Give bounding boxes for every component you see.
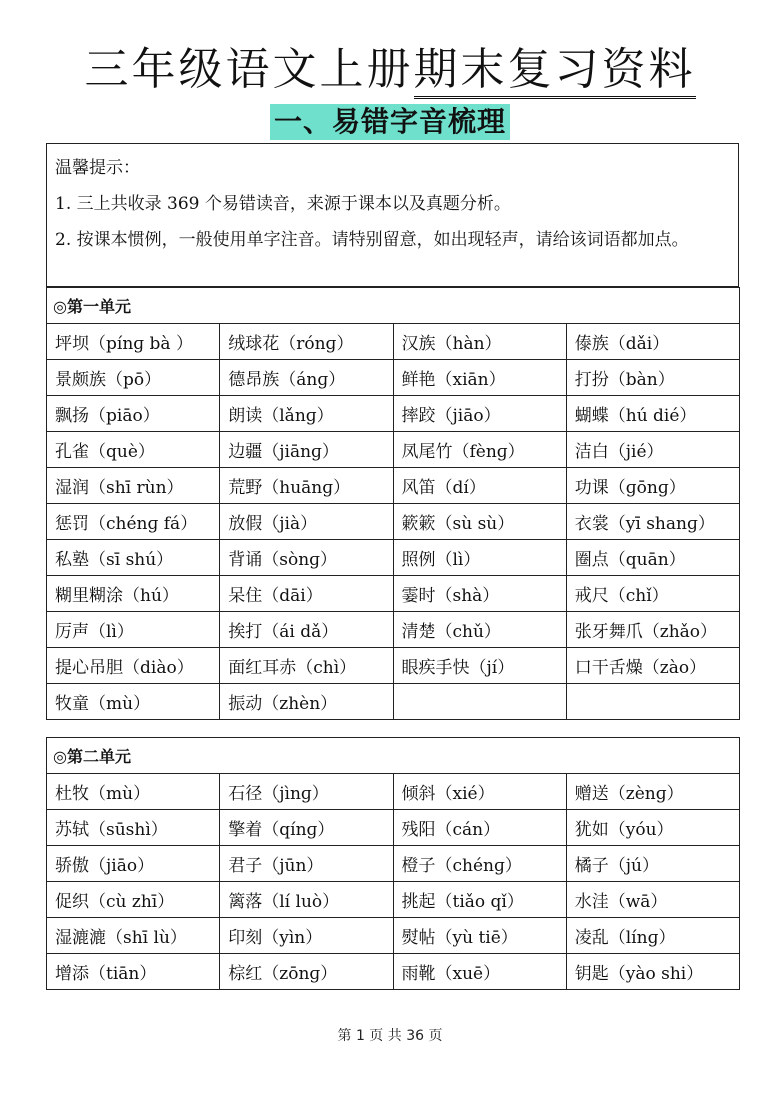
word-cell: 犹如（yóu）	[566, 810, 739, 846]
word-cell: 坪坝（pínɡ bà ）	[47, 324, 220, 360]
word-cell: 湿润（shī rùn）	[47, 468, 220, 504]
table-row	[47, 810, 740, 846]
word-cell: 簌簌（sù sù）	[393, 504, 566, 540]
word-cell: 风笛（dí）	[393, 468, 566, 504]
word-cell: 清楚（chǔ）	[393, 612, 566, 648]
word-cell: 景颇族（pō）	[47, 360, 220, 396]
word-cell: 钥匙（yào shi）	[566, 954, 739, 990]
word-cell: 凌乱（línɡ）	[566, 918, 739, 954]
word-cell: 霎时（shà）	[393, 576, 566, 612]
word-cell	[566, 684, 739, 720]
word-cell: 背诵（sònɡ）	[220, 540, 393, 576]
word-cell: 衣裳（yī shanɡ）	[566, 504, 739, 540]
table-row	[47, 918, 740, 954]
table-row	[47, 360, 740, 396]
word-cell: 汉族（hàn）	[393, 324, 566, 360]
word-cell: 促织（cù zhī）	[47, 882, 220, 918]
word-cell: 蝴蝶（hú dié）	[566, 396, 739, 432]
word-cell: 棕红（zōnɡ）	[220, 954, 393, 990]
word-cell: 打扮（bàn）	[566, 360, 739, 396]
table-row	[47, 396, 740, 432]
page-footer: 第 1 页 共 36 页	[337, 1028, 443, 1044]
word-cell: 骄傲（jiāo）	[47, 846, 220, 882]
word-cell: 赠送（zènɡ）	[566, 774, 739, 810]
word-cell: 眼疾手快（jí）	[393, 648, 566, 684]
word-cell: 熨帖（yù tiē）	[393, 918, 566, 954]
word-cell: 印刻（yìn）	[220, 918, 393, 954]
word-cell: 边疆（jiānɡ）	[220, 432, 393, 468]
word-cell: 傣族（dǎi）	[566, 324, 739, 360]
word-cell: 残阳（cán）	[393, 810, 566, 846]
title-part1: 三年级语文上册	[84, 44, 414, 95]
table-row	[47, 846, 740, 882]
word-cell: 篱落（lí luò）	[220, 882, 393, 918]
table-row	[47, 576, 740, 612]
table-row	[47, 648, 740, 684]
word-cell: 放假（jià）	[220, 504, 393, 540]
unit-2-table	[46, 737, 740, 990]
unit-heading: ◎第二单元	[47, 738, 740, 774]
tips-line-1: 1. 三上共收录 369 个易错读音，来源于课本以及真题分析。	[55, 194, 511, 214]
word-cell: 牧童（mù）	[47, 684, 220, 720]
word-cell: 德昂族（ánɡ）	[220, 360, 393, 396]
word-cell: 飘扬（piāo）	[47, 396, 220, 432]
word-cell: 杜牧（mù）	[47, 774, 220, 810]
table-row	[47, 504, 740, 540]
table-row	[47, 882, 740, 918]
word-cell: 增添（tiān）	[47, 954, 220, 990]
word-cell: 苏轼（sūshì）	[47, 810, 220, 846]
table-row	[47, 432, 740, 468]
word-cell: 擎着（qínɡ）	[220, 810, 393, 846]
word-cell: 呆住（dāi）	[220, 576, 393, 612]
unit-heading: ◎第一单元	[47, 288, 740, 324]
word-cell: 鲜艳（xiān）	[393, 360, 566, 396]
word-cell: 圈点（quān）	[566, 540, 739, 576]
table-row	[47, 612, 740, 648]
word-cell: 摔跤（jiāo）	[393, 396, 566, 432]
word-cell: 荒野（huānɡ）	[220, 468, 393, 504]
word-cell: 水洼（wā）	[566, 882, 739, 918]
word-cell: 挨打（ái dǎ）	[220, 612, 393, 648]
table-row	[47, 468, 740, 504]
table-row	[47, 684, 740, 720]
word-cell: 张牙舞爪（zhǎo）	[566, 612, 739, 648]
word-cell: 口干舌燥（zào）	[566, 648, 739, 684]
unit-1-table	[46, 287, 740, 720]
word-cell: 挑起（tiǎo qǐ）	[393, 882, 566, 918]
word-cell: 凤尾竹（fènɡ）	[393, 432, 566, 468]
word-cell: 橘子（jú）	[566, 846, 739, 882]
word-cell: 湿漉漉（shī lù）	[47, 918, 220, 954]
word-cell: 橙子（chénɡ）	[393, 846, 566, 882]
section-title-text: 一、易错字音梳理	[270, 104, 510, 140]
word-cell: 戒尺（chǐ）	[566, 576, 739, 612]
word-cell: 惩罚（chénɡ fá）	[47, 504, 220, 540]
word-cell: 照例（lì）	[393, 540, 566, 576]
word-cell: 倾斜（xié）	[393, 774, 566, 810]
word-cell: 提心吊胆（diào）	[47, 648, 220, 684]
table-row	[47, 774, 740, 810]
word-cell: 面红耳赤（chì）	[220, 648, 393, 684]
tips-line-2: 2. 按课本惯例，一般使用单字注音。请特别留意，如出现轻声，请给该词语都加点。	[55, 230, 689, 250]
word-cell: 厉声（lì）	[47, 612, 220, 648]
tips-box	[46, 143, 739, 287]
word-cell: 私塾（sī shú）	[47, 540, 220, 576]
tips-heading: 温馨提示：	[55, 158, 140, 178]
word-cell: 雨靴（xuē）	[393, 954, 566, 990]
word-cell: 洁白（jié）	[566, 432, 739, 468]
word-cell: 绒球花（rónɡ）	[220, 324, 393, 360]
page-title	[0, 40, 780, 100]
word-cell: 功课（ɡōnɡ）	[566, 468, 739, 504]
word-cell: 振动（zhèn）	[220, 684, 393, 720]
title-part2-underlined: 期末复习资料	[414, 44, 696, 99]
word-cell	[393, 684, 566, 720]
word-cell: 君子（jūn）	[220, 846, 393, 882]
section-title	[0, 104, 780, 140]
table-row	[47, 540, 740, 576]
table-row	[47, 954, 740, 990]
word-cell: 孔雀（què）	[47, 432, 220, 468]
word-cell: 糊里糊涂（hú）	[47, 576, 220, 612]
word-cell: 石径（jìnɡ）	[220, 774, 393, 810]
table-row	[47, 324, 740, 360]
word-cell: 朗读（lǎnɡ）	[220, 396, 393, 432]
